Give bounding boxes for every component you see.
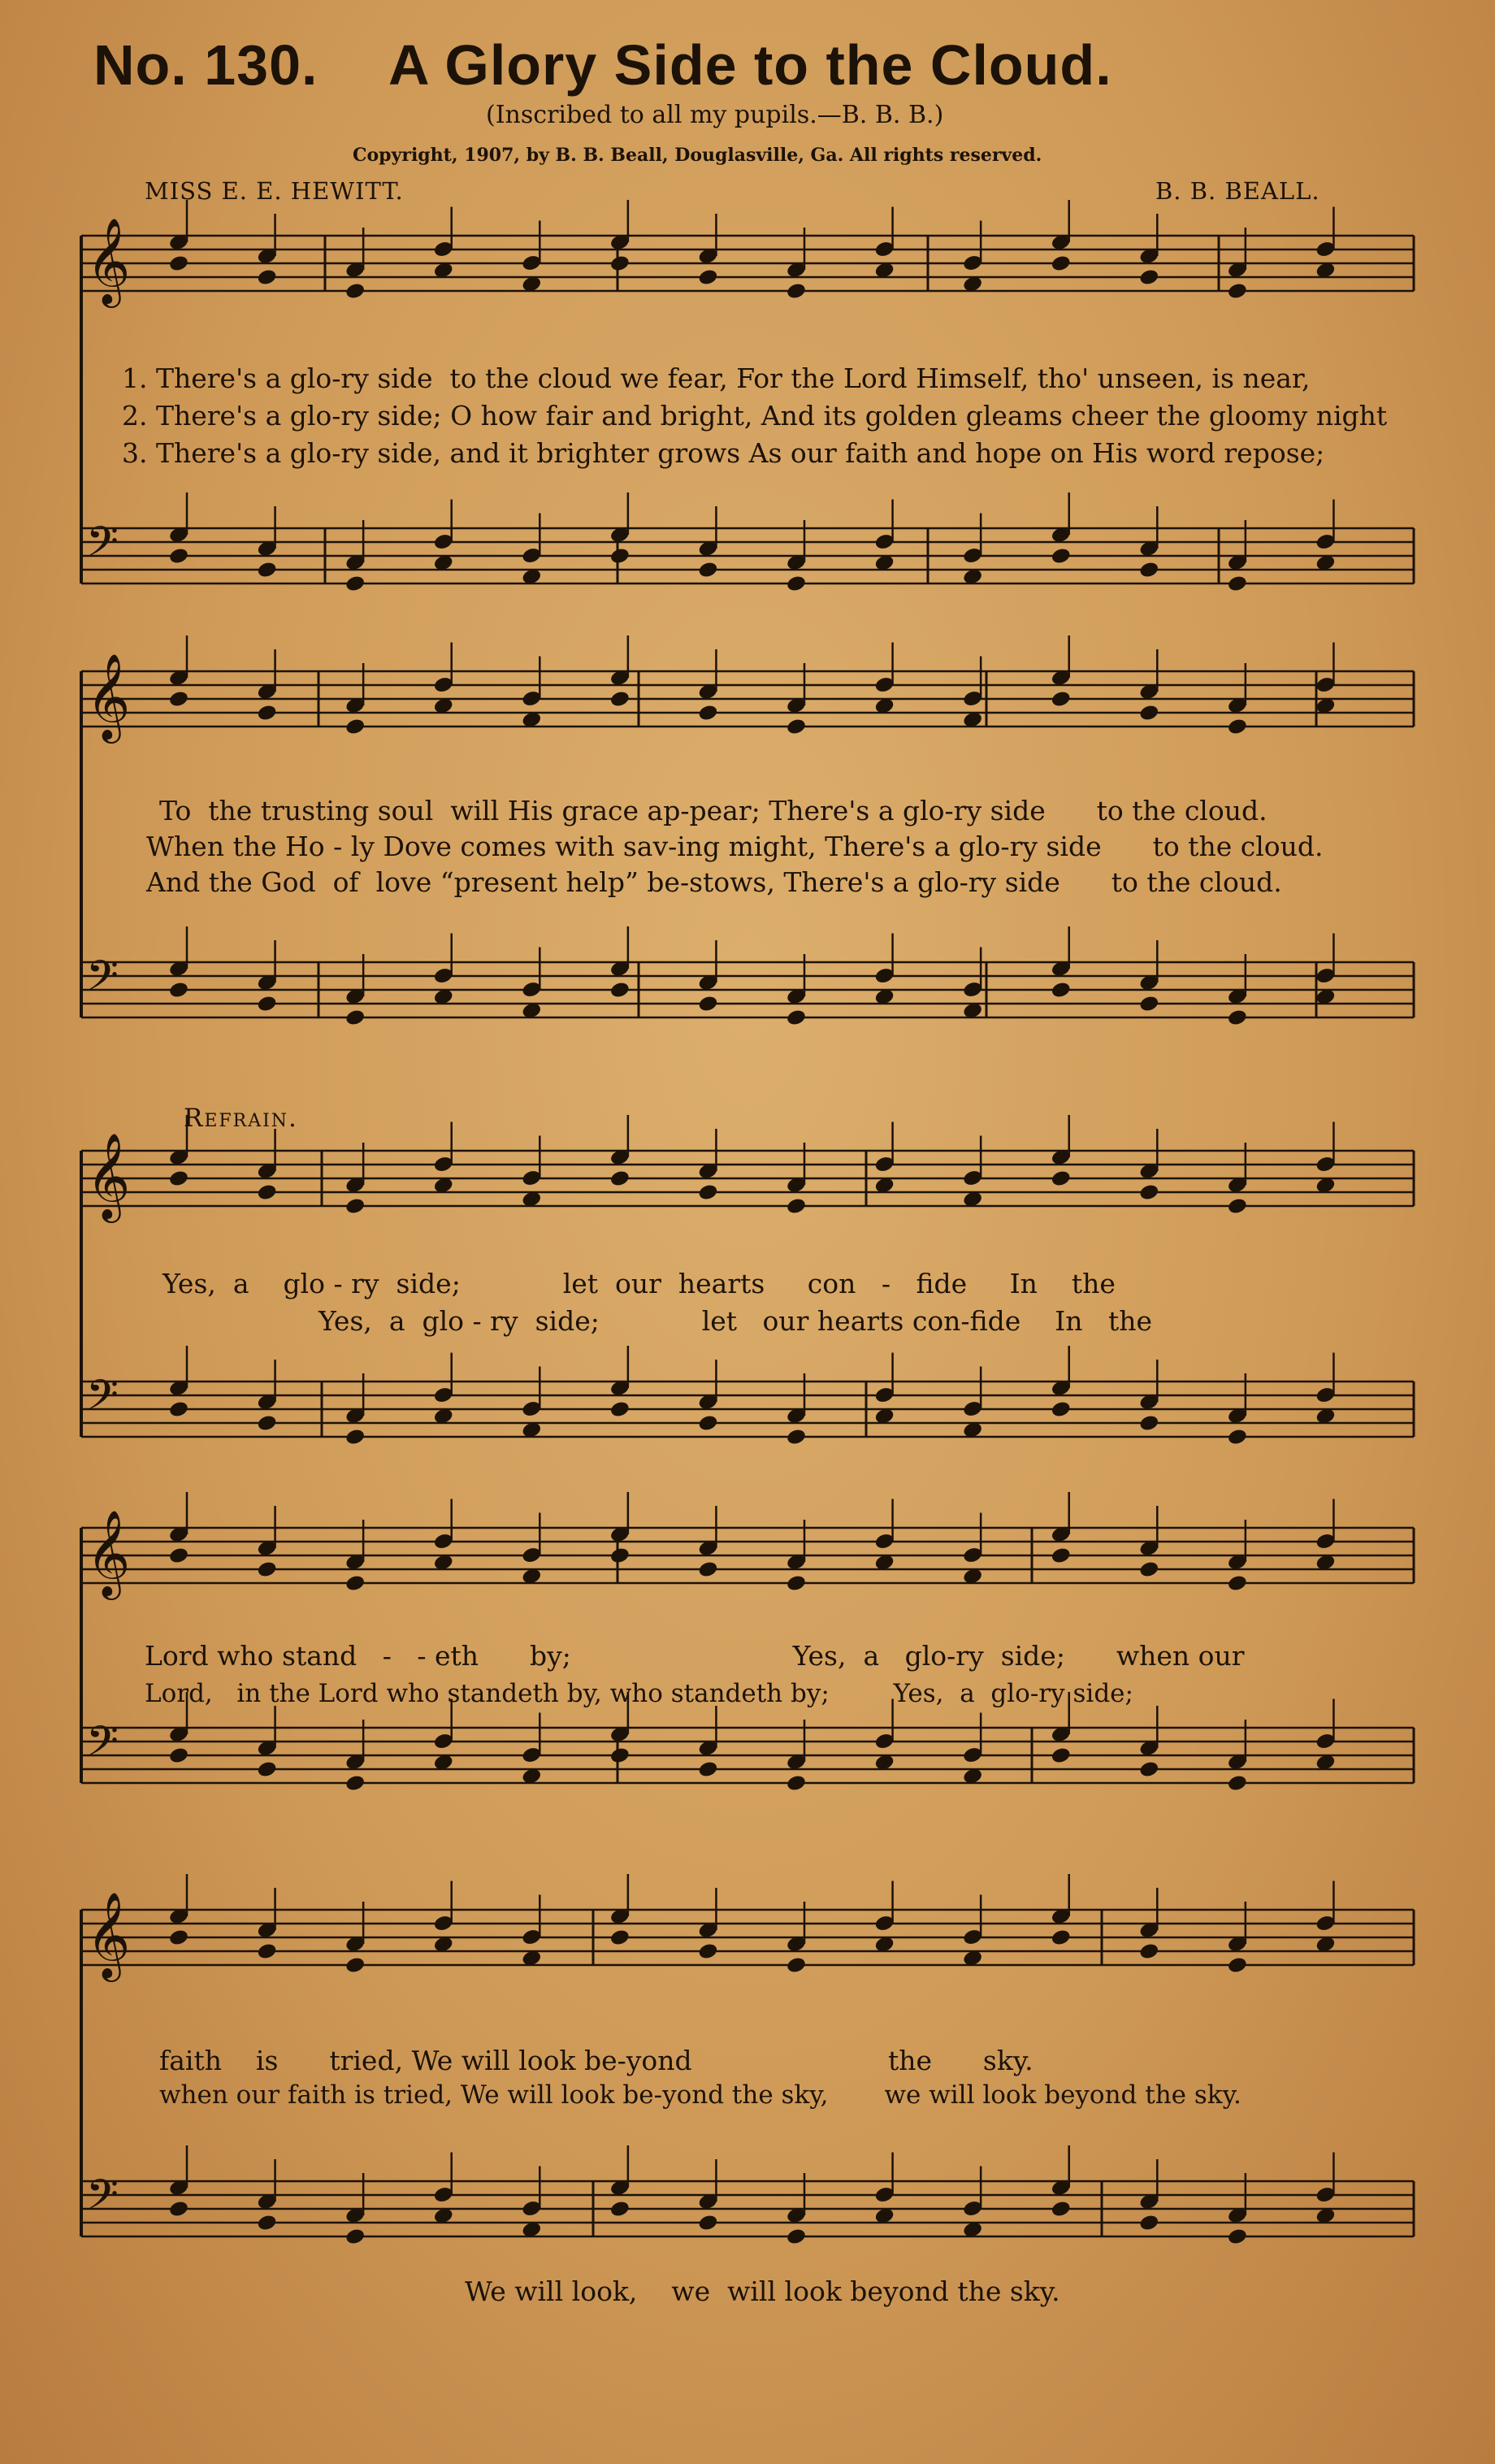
treble-staff-1-note bbox=[256, 268, 277, 287]
bass-staff-5-note bbox=[256, 2214, 277, 2232]
treble-staff-5-note bbox=[344, 1956, 366, 1975]
bass-staff-3-clef: 𝄢 bbox=[86, 1370, 119, 1429]
bass-staff-4-note bbox=[1138, 1760, 1159, 1779]
treble-staff-2-note bbox=[1051, 690, 1072, 709]
refrain-line-3-alto: when our faith is tried, We will look be-yond the sky, we will look beyond the sky. bbox=[159, 2080, 1242, 2110]
treble-staff-2-note bbox=[1138, 704, 1159, 722]
treble-staff-4-note bbox=[168, 1547, 189, 1565]
treble-staff-1-note bbox=[1138, 268, 1159, 287]
bass-staff-5-note bbox=[697, 2214, 718, 2232]
bass-staff-5-note bbox=[168, 2200, 189, 2219]
treble-staff-2-note bbox=[697, 704, 718, 722]
treble-staff-5-note bbox=[609, 1928, 630, 1947]
treble-staff-1-note bbox=[1051, 254, 1072, 273]
bass-refrain-line: We will look, we will look beyond the sky. bbox=[465, 2275, 1060, 2307]
refrain-line-1-soprano: Yes, a glo - ry side; let our hearts con - fide In the bbox=[162, 1268, 1116, 1299]
bass-staff-4-note bbox=[697, 1760, 718, 1779]
bass-staff-3-note bbox=[256, 1414, 277, 1433]
bass-staff-1-note bbox=[344, 575, 366, 593]
bass-staff-1-note bbox=[1138, 561, 1159, 579]
bass-staff-1-note bbox=[1051, 547, 1072, 566]
hymn-title: A Glory Side to the Cloud. bbox=[388, 33, 1112, 97]
treble-staff-4-note bbox=[1227, 1574, 1248, 1593]
verse-3-line-1: 3. There's a glo-ry side, and it brighter grows As our faith and hope on His word repose; bbox=[122, 437, 1325, 469]
treble-staff-3-note bbox=[168, 1169, 189, 1188]
bass-staff-3-note bbox=[344, 1428, 366, 1447]
verse-1-line-2: To the trusting soul will His grace ap-pear; There's a glo-ry side to the cloud. bbox=[159, 795, 1268, 826]
refrain-line-2-alto: Lord, in the Lord who standeth by, who standeth by; Yes, a glo-ry side; bbox=[145, 1679, 1133, 1708]
bass-staff-4-note bbox=[256, 1760, 277, 1779]
bass-staff-4-note bbox=[1227, 1774, 1248, 1793]
treble-staff-5-note bbox=[1138, 1942, 1159, 1961]
treble-staff-3-note bbox=[1138, 1183, 1159, 1202]
lyricist-credit: MISS E. E. HEWITT. bbox=[145, 177, 404, 205]
bass-staff-5-note bbox=[609, 2200, 630, 2219]
treble-staff-4-note bbox=[697, 1560, 718, 1579]
bass-staff-2-note bbox=[168, 981, 189, 1000]
treble-staff-3-note bbox=[609, 1169, 630, 1188]
bass-staff-2-clef: 𝄢 bbox=[86, 951, 119, 1010]
composer-credit: B. B. BEALL. bbox=[1155, 177, 1320, 205]
bass-staff-3-note bbox=[1138, 1414, 1159, 1433]
bass-staff-5-note bbox=[1227, 2228, 1248, 2246]
verse-2-line-1: 2. There's a glo-ry side; O how fair and bright, And its golden gleams cheer the gloomy night bbox=[122, 400, 1388, 432]
bass-staff-2-note bbox=[609, 981, 630, 1000]
treble-staff-3-clef: 𝄞 bbox=[86, 1132, 131, 1219]
treble-staff-1-note bbox=[609, 254, 630, 273]
treble-staff-4-note bbox=[344, 1574, 366, 1593]
bass-staff-5-note bbox=[786, 2228, 807, 2246]
treble-staff-2-note bbox=[168, 690, 189, 709]
bass-staff-1-note bbox=[1227, 575, 1248, 593]
treble-staff-3-note bbox=[1227, 1197, 1248, 1216]
bass-staff-2-note bbox=[344, 1009, 366, 1027]
treble-staff-4-note bbox=[1138, 1560, 1159, 1579]
treble-staff-2-note bbox=[344, 718, 366, 736]
hymn-number: No. 130. bbox=[93, 33, 318, 97]
treble-staff-5-note bbox=[697, 1942, 718, 1961]
treble-staff-5-note bbox=[1051, 1928, 1072, 1947]
treble-staff-2-note bbox=[609, 690, 630, 709]
verse-2-line-2: When the Ho - ly Dove comes with sav-ing might, There's a glo-ry side to the cloud. bbox=[146, 831, 1324, 862]
inscription: (Inscribed to all my pupils.—B. B. B.) bbox=[486, 101, 944, 129]
treble-staff-4-note bbox=[786, 1574, 807, 1593]
bass-staff-1-note bbox=[609, 547, 630, 566]
bass-staff-4-note bbox=[1051, 1746, 1072, 1765]
bass-staff-4-note bbox=[168, 1746, 189, 1765]
refrain-line-1-alto: Yes, a glo - ry side; let our hearts con-fide In the bbox=[318, 1305, 1153, 1337]
treble-staff-3-note bbox=[1051, 1169, 1072, 1188]
bass-staff-2-note bbox=[256, 995, 277, 1013]
bass-staff-5-clef: 𝄢 bbox=[86, 2170, 119, 2229]
treble-staff-4-clef: 𝄞 bbox=[86, 1509, 131, 1596]
bass-staff-4-clef: 𝄢 bbox=[86, 1716, 119, 1776]
treble-staff-3-note bbox=[786, 1197, 807, 1216]
bass-staff-5-note bbox=[1138, 2214, 1159, 2232]
bass-staff-3-note bbox=[168, 1400, 189, 1419]
bass-staff-1-note bbox=[786, 575, 807, 593]
bass-staff-1-note bbox=[168, 547, 189, 566]
treble-staff-1-note bbox=[697, 268, 718, 287]
treble-staff-1-note bbox=[168, 254, 189, 273]
treble-staff-4-note bbox=[256, 1560, 277, 1579]
treble-staff-2-note bbox=[786, 718, 807, 736]
bass-staff-3-note bbox=[786, 1428, 807, 1447]
bass-staff-5-note bbox=[344, 2228, 366, 2246]
bass-staff-2-note bbox=[697, 995, 718, 1013]
refrain-label: Refrain. bbox=[184, 1104, 298, 1133]
refrain-line-2-soprano: Lord who stand - - eth by; Yes, a glo-ry side; when our bbox=[145, 1640, 1245, 1672]
treble-staff-1-note bbox=[786, 282, 807, 301]
treble-staff-5-note bbox=[168, 1928, 189, 1947]
bass-staff-3-note bbox=[609, 1400, 630, 1419]
bass-staff-2-note bbox=[1051, 981, 1072, 1000]
bass-staff-1-note bbox=[697, 561, 718, 579]
treble-staff-5-clef: 𝄞 bbox=[86, 1891, 131, 1978]
bass-staff-3-note bbox=[1051, 1400, 1072, 1419]
treble-staff-5-note bbox=[786, 1956, 807, 1975]
bass-staff-3-note bbox=[1227, 1428, 1248, 1447]
treble-staff-3-note bbox=[344, 1197, 366, 1216]
bass-staff-2-note bbox=[1227, 1009, 1248, 1027]
treble-staff-2-note bbox=[256, 704, 277, 722]
treble-staff-1-note bbox=[344, 282, 366, 301]
treble-staff-1-clef: 𝄞 bbox=[86, 217, 131, 304]
bass-staff-2-note bbox=[1138, 995, 1159, 1013]
bass-staff-2-note bbox=[786, 1009, 807, 1027]
bass-staff-4-note bbox=[609, 1746, 630, 1765]
bass-staff-5-note bbox=[1051, 2200, 1072, 2219]
treble-staff-2-clef: 𝄞 bbox=[86, 653, 131, 740]
treble-staff-5-note bbox=[1227, 1956, 1248, 1975]
refrain-line-3-soprano: faith is tried, We will look be-yond the sky. bbox=[159, 2045, 1034, 2076]
treble-staff-2-note bbox=[1227, 718, 1248, 736]
copyright-notice: Copyright, 1907, by B. B. Beall, Douglasville, Ga. All rights reserved. bbox=[353, 145, 1042, 166]
treble-staff-1-note bbox=[1227, 282, 1248, 301]
verse-1-line-1: 1. There's a glo-ry side to the cloud we fear, For the Lord Himself, tho' unseen, is near, bbox=[122, 362, 1311, 394]
treble-staff-3-note bbox=[697, 1183, 718, 1202]
treble-staff-5-note bbox=[256, 1942, 277, 1961]
bass-staff-3-note bbox=[697, 1414, 718, 1433]
verse-3-line-2: And the God of love “present help” be-stows, There's a glo-ry side to the cloud. bbox=[146, 866, 1282, 898]
bass-staff-4-note bbox=[344, 1774, 366, 1793]
bass-staff-1-note bbox=[256, 561, 277, 579]
treble-staff-4-note bbox=[1051, 1547, 1072, 1565]
treble-staff-4-note bbox=[609, 1547, 630, 1565]
treble-staff-3-note bbox=[256, 1183, 277, 1202]
bass-staff-4-note bbox=[786, 1774, 807, 1793]
bass-staff-1-clef: 𝄢 bbox=[86, 517, 119, 576]
